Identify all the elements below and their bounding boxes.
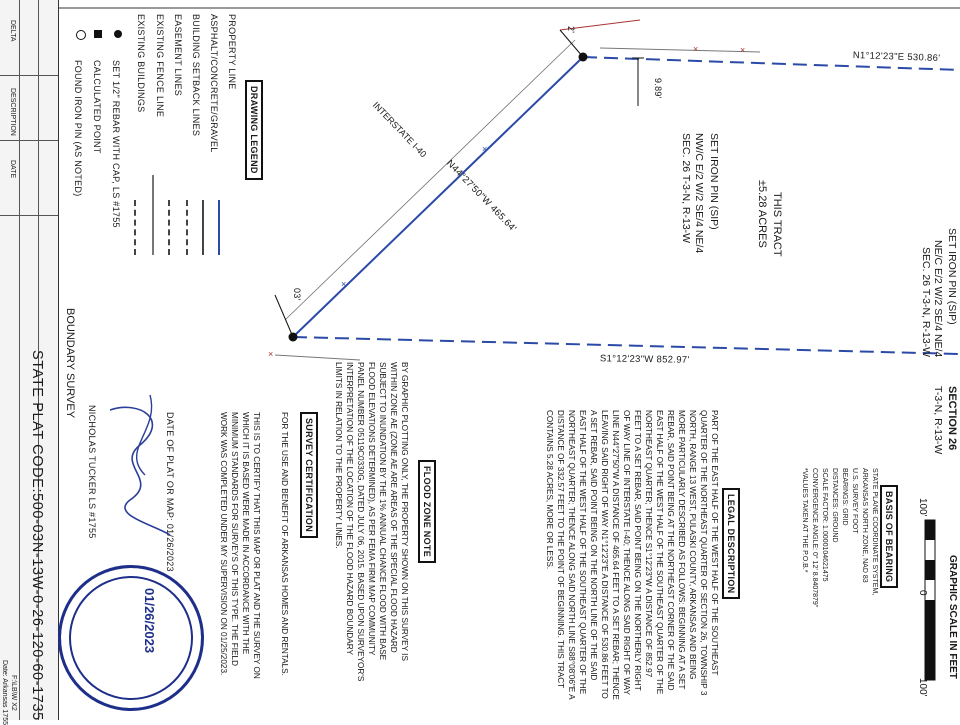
title-col-description: DESCRIPTION [9, 88, 16, 136]
project-ref: Date: Arkansas 1755 [1, 660, 8, 725]
scale-title: GRAPHIC SCALE IN FEET [947, 555, 958, 679]
interstate-label: INTERSTATE I-40 [370, 100, 429, 160]
state-plat-code: STATE PLAT CODE:500-03N-13W-0-26-120-60-1735 [29, 350, 45, 721]
fence-line-top [600, 48, 760, 52]
diagonal-bearing: N44°27'50"W 465.64' [444, 158, 519, 235]
boundary-survey-title: BOUNDARY SURVEY [64, 308, 76, 419]
scale-label-mid: 0 [917, 590, 928, 596]
survey-certification-title: SURVEY CERTIFICATION [300, 412, 318, 538]
angle-label-a: 2' [566, 26, 576, 34]
legend-title: DRAWING LEGEND [245, 80, 263, 180]
legend-item-buildings: EXISTING BUILDINGS [136, 14, 146, 113]
tract-area: ±5.28 ACRES [756, 180, 768, 248]
svg-text:×: × [341, 279, 347, 289]
svg-text:×: × [482, 144, 488, 154]
legend-item-rebar: SET 1/2" REBAR WITH CAP, LS #1755 [111, 60, 121, 228]
legend-item-found-pin: FOUND IRON PIN (AS NOTED) [73, 60, 83, 197]
svg-text:×: × [268, 349, 274, 359]
corner-top-line3: SEC. 26 T-3-N, R-13-W [920, 247, 932, 358]
scale-label-left: 100' [917, 498, 928, 517]
sheet-ref: F:\LB\W X2 [10, 675, 17, 711]
north-line-bearing: N1°12'23"E 530.86' [852, 50, 941, 65]
legend-item-easement: EASEMENT LINES [173, 14, 183, 97]
svg-text:×: × [693, 44, 699, 54]
flood-zone-text: BY GRAPHIC PLOTTING ONLY, THE PROPERTY SHOWN ON THIS SURVEY IS WITHIN ZONE AE (ZONE AE ARE AREAS OF THE SPECIAL FLOOD HAZARD SUBJECT TO INUNDATION BY THE 1% ANNUAL CHANCE FLOOD WITH BASE FLOOD ELEVATIONS DETERMINED), AS PER FEMA FIRM MAP COMMUNITY PANEL NUMBER 05119C0330G, DATED JULY 06, 2015. BASED UPON SURVEYOR'S INTERPRETATION OF THE LOCATION OF THE FLOOD HAZARD BOUNDARY LIMITS IN RELATION TO THE PROPERTY LINES. [334, 362, 409, 682]
section-sub: T-3-N, R-13-W [932, 386, 944, 455]
dim-left-label: 9.89' [653, 78, 663, 99]
legend-item-setback: BUILDING SETBACK LINES [191, 14, 201, 137]
flood-zone-title: FLOOD ZONE NOTE [418, 460, 436, 563]
seal-date: 01/26/2023 [142, 588, 157, 654]
basis-of-bearing-title: BASIS OF BEARING [880, 485, 898, 588]
corner-left-line1: SET IRON PIN (SIP) [708, 133, 720, 230]
surveyor-name: NICHOLAS TUCKER LS #1755 [87, 405, 97, 539]
surveyor-signature [100, 390, 190, 540]
row-property-line [293, 57, 583, 337]
certification-for-line: FOR THE USE AND BENEFIT OF ARKANSAS HOMES AND RENTALS. [280, 412, 289, 676]
section-label: SECTION 26 [946, 386, 958, 451]
fence-line-bottom [275, 355, 360, 360]
easement-diag [285, 40, 575, 320]
tract-label: THIS TRACT [771, 192, 783, 257]
certification-text: THIS IS TO CERTIFY THAT THIS MAP OR PLAT AND THE SURVEY ON WHICH IT IS BASED WERE MADE IN ACCORDANCE WITH THE MINIMUM STANDARDS FOR SURVEYS OF THIS TYPE. THE FIELD WORK WAS COMPLETED UNDER MY SUPERVISION ON 01/25/2023. [219, 412, 261, 679]
corner-left-line3: SEC. 26 T-3-N, R-13-W [680, 133, 692, 244]
legal-description-title: LEGAL DESCRIPTION [722, 488, 740, 599]
surveyor-seal [58, 565, 204, 711]
corner-top-line1: SET IRON PIN (SIP) [946, 228, 958, 325]
corner-left-line2: NW/C E/2 W/2 SE/4 NE/4 [693, 133, 705, 254]
title-col-delta: DELTA [9, 20, 16, 42]
legend-item-calculated: CALCULATED POINT [92, 60, 102, 154]
angle-label-b: 03' [292, 288, 302, 301]
south-line-bearing: S1°12'23"W 852.97' [599, 353, 690, 366]
scale-label-right: 100' [917, 678, 928, 697]
legend-item-property-line: PROPERTY LINE [227, 14, 237, 90]
legend-item-fence: EXISTING FENCE LINE [155, 14, 165, 118]
title-col-date: DATE [9, 160, 16, 179]
legal-description-text: PART OF THE EAST HALF OF THE WEST HALF OF THE SOUTHEAST QUARTER OF THE NORTHEAST QUARTER OF SECTION 26, TOWNSHIP 3 NORTH, RANGE 13 WEST, PULASKI COUNTY, ARKANSAS AND BEING MORE PARTICULARLY DESCRIBED AS FOLLOWS: BEGINNING AT A SET REBAR, SAID POINT BEING AT THE NORTHEAST CORNER OF THE SAID EAST HALF OF THE WEST HALF OF THE SOUTHEAST QUARTER OF THE NORTHEAST QUARTER; THENCE S1°12'23"W A DISTANCE OF 852.97 FEET TO A SET REBAR, SAID POINT BEING ON THE NORTHERLY RIGHT OF WAY LINE OF INTERSTATE I-40; THENCE ALONG SAID RIGHT OF WAY LINE N44°27'50"W A DISTANCE OF 465.64 FEET TO A SET REBAR; THENCE LEAVING SAID RIGHT OF WAY N1°12'23"E A DISTANCE OF 530.86 FEET TO A SET REBAR, SAID POINT BEING ON THE NORTH LINE OF THE SAID EAST HALF OF THE WEST HALF OF THE SOUTHEAST QUARTER OF THE NORTHEAST QUARTER; THENCE ALONG SAID NORTH LINE S88°08'06"E A DISTANCE OF 332.57 FEET TO THE POINT OF BEGINNING. THIS TRACT CONTAINS 5.28 ACRES, MORE OR LESS. [545, 410, 719, 700]
legend-item-asphalt: ASPHALT/CONCRETE/GRAVEL [209, 14, 219, 153]
corner-top-line2: NE/C E/2 W/2 SE/4 NE/4 [932, 240, 944, 358]
south-property-line [293, 337, 960, 354]
svg-text:×: × [740, 45, 746, 55]
certification-date-line: DATE OF PLAT OR MAP: 01/26/2023 [165, 412, 175, 572]
